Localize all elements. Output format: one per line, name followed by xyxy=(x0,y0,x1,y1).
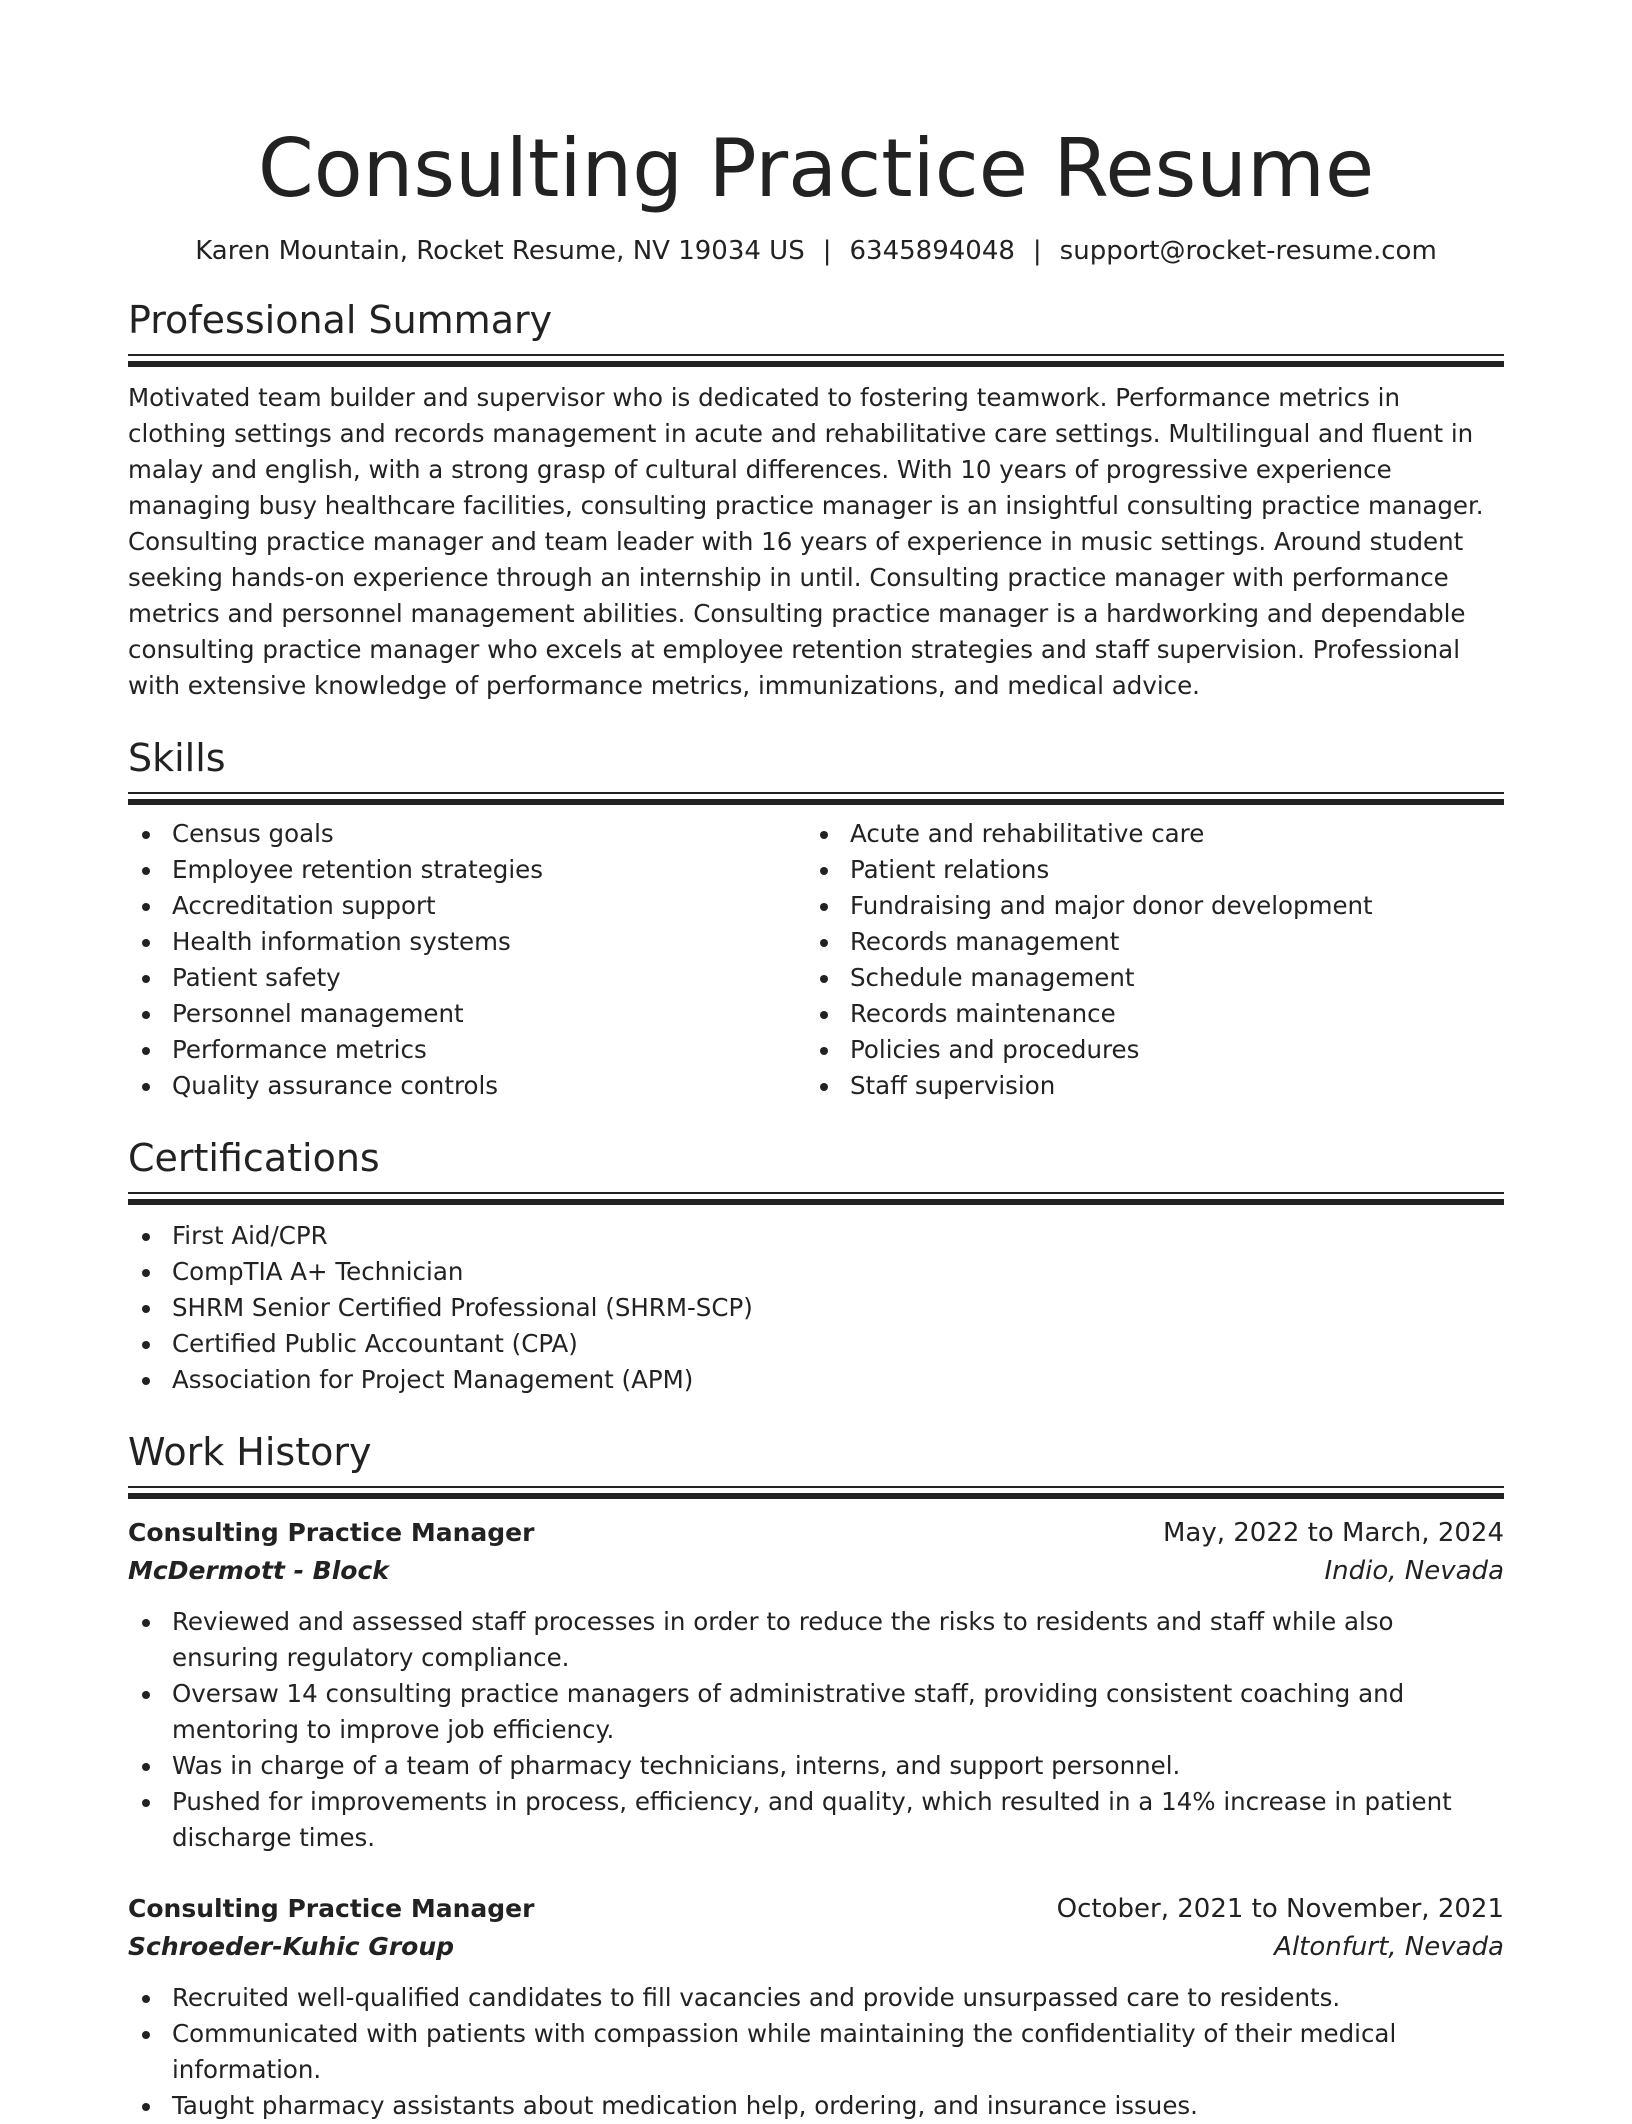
skill-item: Fundraising and major donor development xyxy=(806,888,1484,924)
certification-item: CompTIA A+ Technician xyxy=(128,1254,1504,1290)
skill-item: Health information systems xyxy=(128,924,806,960)
job-company: McDermott - Block xyxy=(128,1556,389,1585)
contact-separator: | xyxy=(1032,236,1042,266)
section-divider xyxy=(128,1486,1504,1498)
certification-item: SHRM Senior Certified Professional (SHRM-SCP) xyxy=(128,1290,1504,1326)
work-history-section xyxy=(128,1428,1504,2124)
skill-item: Patient relations xyxy=(806,852,1484,888)
skill-item: Quality assurance controls xyxy=(128,1068,806,1104)
summary-section xyxy=(128,296,1504,704)
skill-item: Personnel management xyxy=(128,996,806,1032)
job-title: Consulting Practice Manager xyxy=(128,1518,535,1547)
job-bullet: Communicated with patients with compassion while maintaining the confidentiality of their medical information. xyxy=(128,2016,1504,2088)
resume-page xyxy=(128,0,1504,2124)
skill-item: Accreditation support xyxy=(128,888,806,924)
job-bullet: Taught pharmacy assistants about medication help, ordering, and insurance issues. xyxy=(128,2088,1504,2124)
skills-section xyxy=(128,734,1504,1104)
job-header-row xyxy=(128,1890,1504,1928)
job-bullet: Reviewed and assessed staff processes in order to reduce the risks to residents and staff while also ensuring regulatory compliance. xyxy=(128,1604,1504,1676)
certification-item: Certified Public Accountant (CPA) xyxy=(128,1326,1504,1362)
job-dates: May, 2022 to March, 2024 xyxy=(1162,1518,1504,1548)
skills-grid xyxy=(128,816,1504,1104)
job-entry xyxy=(128,1514,1504,1856)
job-bullets xyxy=(128,1980,1504,2124)
summary-text: Motivated team builder and supervisor who is dedicated to fostering teamwork. Performance metrics in clothing settings and records management in acute and rehabilitative care settings. Multilingual and fluent in malay and english, with a strong grasp of cultural differences. With 10 years of progressive experience managing busy healthcare facilities, consulting practice manager is an insightful consulting practice manager. Consulting practice manager and team leader with 16 years of experience in music settings. Around student seeking hands-on experience through an internship in until. Consulting practice manager with performance metrics and personnel management abilities. Consulting practice manager is a hardworking and dependable consulting practice manager who excels at employee retention strategies and staff supervision. Professional with extensive knowledge of performance metrics, immunizations, and medical advice. xyxy=(128,383,1484,700)
job-bullet: Pushed for improvements in process, efficiency, and quality, which resulted in a 14% increase in patient discharge times. xyxy=(128,1784,1504,1856)
section-divider xyxy=(128,354,1504,366)
contact-address: Karen Mountain, Rocket Resume, NV 19034 US xyxy=(195,236,805,266)
job-bullets xyxy=(128,1604,1504,1856)
certifications-list xyxy=(128,1218,1504,1398)
skill-item: Performance metrics xyxy=(128,1032,806,1068)
contact-email: support@rocket-resume.com xyxy=(1059,236,1437,266)
skill-item: Policies and procedures xyxy=(806,1032,1484,1068)
job-bullet: Oversaw 14 consulting practice managers of administrative staff, providing consistent coaching and mentoring to improve job efficiency. xyxy=(128,1676,1504,1748)
job-title: Consulting Practice Manager xyxy=(128,1894,535,1923)
skill-item: Records management xyxy=(806,924,1484,960)
contact-phone: 6345894048 xyxy=(849,236,1015,266)
contact-line xyxy=(128,234,1504,268)
skill-item: Schedule management xyxy=(806,960,1484,996)
section-divider xyxy=(128,792,1504,804)
job-company-row xyxy=(128,1928,1504,1966)
skill-item: Patient safety xyxy=(128,960,806,996)
certification-item: Association for Project Management (APM) xyxy=(128,1362,1504,1398)
certifications-heading: Certifications xyxy=(128,1136,380,1180)
skills-column-right xyxy=(806,816,1484,1104)
job-bullet: Was in charge of a team of pharmacy technicians, interns, and support personnel. xyxy=(128,1748,1504,1784)
job-company-row xyxy=(128,1552,1504,1590)
skill-item: Census goals xyxy=(128,816,806,852)
summary-heading: Professional Summary xyxy=(128,298,553,342)
contact-separator: | xyxy=(822,236,832,266)
job-dates: October, 2021 to November, 2021 xyxy=(1056,1894,1504,1924)
skills-column-left xyxy=(128,816,806,1104)
certification-item: First Aid/CPR xyxy=(128,1218,1504,1254)
job-bullet: Recruited well-qualified candidates to fill vacancies and provide unsurpassed care to residents. xyxy=(128,1980,1504,2016)
skills-heading: Skills xyxy=(128,736,226,780)
skill-item: Employee retention strategies xyxy=(128,852,806,888)
skill-item: Records maintenance xyxy=(806,996,1484,1032)
job-entry xyxy=(128,1890,1504,2124)
job-location: Indio, Nevada xyxy=(1324,1556,1504,1586)
work-history-heading: Work History xyxy=(128,1430,372,1474)
job-header-row xyxy=(128,1514,1504,1552)
skill-item: Staff supervision xyxy=(806,1068,1484,1104)
job-company: Schroeder-Kuhic Group xyxy=(128,1932,455,1961)
certifications-section xyxy=(128,1134,1504,1398)
skill-item: Acute and rehabilitative care xyxy=(806,816,1484,852)
resume-title: Consulting Practice Resume xyxy=(257,122,1375,215)
job-location: Altonfurt, Nevada xyxy=(1274,1932,1504,1962)
section-divider xyxy=(128,1192,1504,1204)
